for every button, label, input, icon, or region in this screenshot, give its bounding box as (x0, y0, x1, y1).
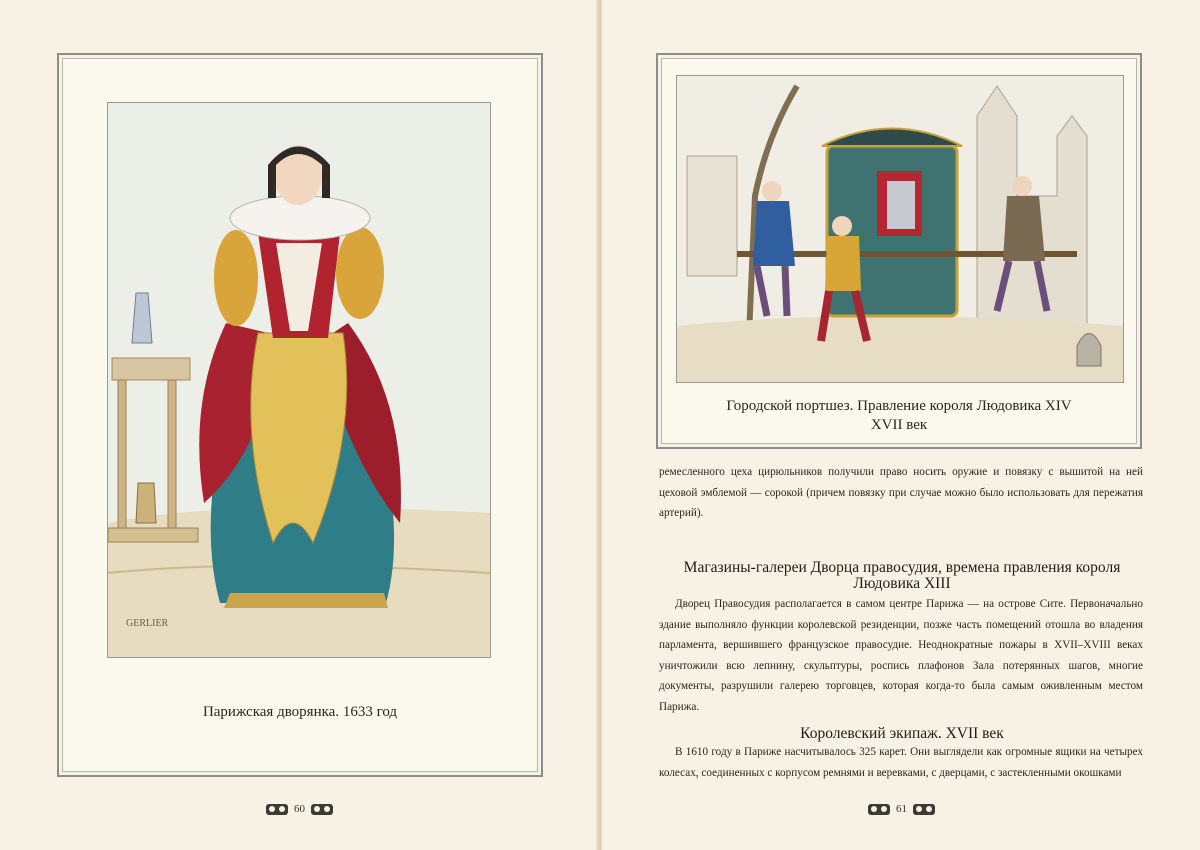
section1-text: Дворец Правосудия располагается в самом центре Парижа — на острове Сите. Первоначально здание выполняло функции королевской резиденции, позже часть помещений отошла во владения парламента, вершившего французское правосудие. Неоднократные пожары в XVII–XVIII веках уничтожили всю лепнину, скульптуры, роспись плафонов Зала потерянных шагов, многие документы, разрушили галерею торговцев, которая когда-то была самым оживленным местом Парижа. (659, 598, 1143, 713)
section2-body (659, 742, 1143, 783)
noblewoman-drawing (108, 103, 490, 657)
section1-body (659, 594, 1143, 717)
folio-ornament-right-icon (913, 804, 935, 815)
left-folio (266, 803, 333, 815)
right-page-number: 61 (896, 803, 907, 815)
illustration-signature: GERLIER (126, 618, 169, 629)
sedan-chair-illustration (676, 75, 1124, 383)
right-caption-line1: Городской портшез. Правление короля Людовика XIV (726, 398, 1072, 414)
section1-heading: Магазины-галереи Дворца правосудия, времена правления короля Людовика XIII (683, 559, 1121, 592)
right-plate-frame (656, 53, 1142, 449)
left-page-number: 60 (294, 803, 305, 815)
left-page (0, 0, 598, 850)
section2-heading: Королевский экипаж. XVII век (800, 725, 1004, 742)
folio-ornament-left-icon (868, 804, 890, 815)
right-caption (658, 397, 1140, 435)
sedan-chair-drawing (677, 76, 1123, 382)
left-caption: Парижская дворянка. 1633 год (202, 704, 398, 720)
continued-paragraph (659, 462, 1143, 524)
right-caption-line2: XVII век (870, 417, 928, 433)
noblewoman-illustration (107, 102, 491, 658)
continued-paragraph-text: ремесленного цеха цирюльников получили право носить оружие и повязку с вышитой на ней цеховой эмблемой — сорокой (причем повязку при случае можно было использовать для пережатия артерий). (659, 466, 1143, 519)
left-plate-frame (57, 53, 543, 777)
section2-text: В 1610 году в Париже насчитывалось 325 карет. Они выглядели как огромные ящики на четырех колесах, соединенных с корпусом ремнями и веревками, с дверцами, с застекленными окошками (659, 746, 1143, 779)
folio-ornament-left-icon (266, 804, 288, 815)
right-folio (868, 803, 935, 815)
folio-ornament-right-icon (311, 804, 333, 815)
